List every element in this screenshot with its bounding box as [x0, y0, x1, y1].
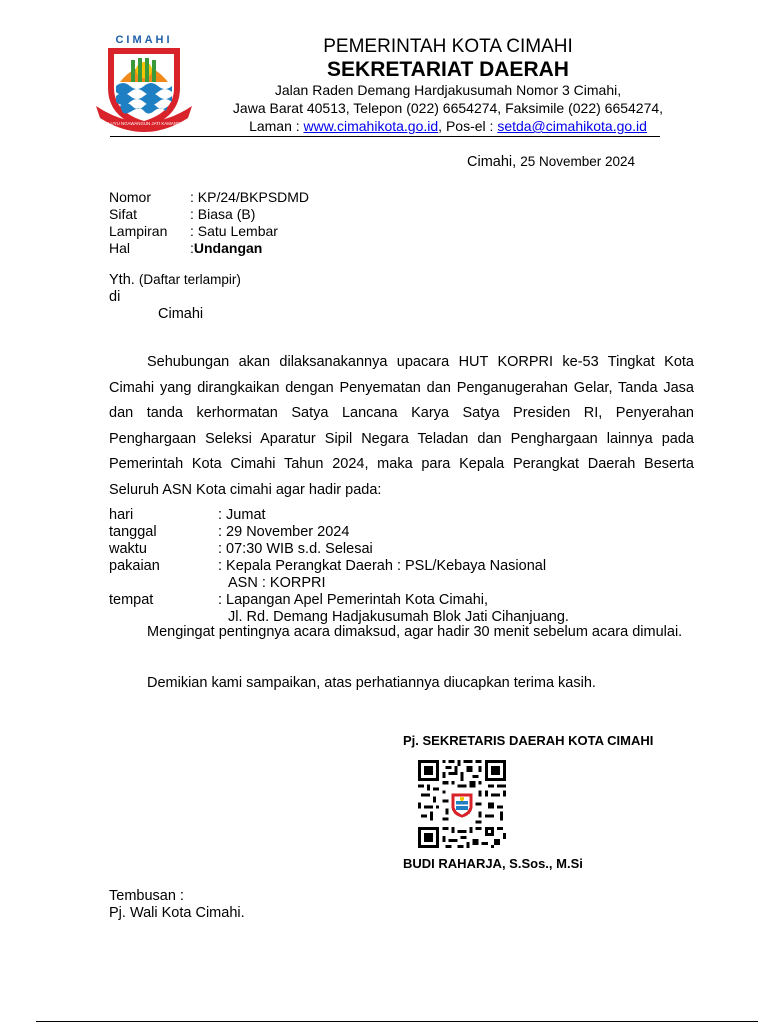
letter-meta [109, 189, 409, 257]
recipient-yth-label: Yth. [109, 272, 139, 288]
recipient-list-note: (Daftar terlampir) [138, 272, 241, 287]
meta-value: : Satu Lembar [190, 223, 278, 239]
email-link[interactable]: setda@cimahikota.go.id [497, 118, 647, 134]
detail-label: pakaian [109, 558, 160, 574]
event-details [109, 507, 609, 626]
letterhead-divider [110, 136, 660, 137]
logo-motto: SALUYU NGAWANGUN JATI KAMANDIRI [102, 121, 186, 126]
date-value: 25 November 2024 [520, 154, 636, 169]
detail-row-pakaian [109, 558, 609, 592]
contact-line [200, 117, 696, 135]
detail-value: : 07:30 WIB s.d. Selesai [218, 541, 373, 557]
closing-sentence: Demikian kami sampaikan, atas perhatiannya diucapkan terima kasih. [147, 675, 596, 691]
detail-row-waktu [109, 541, 609, 558]
detail-value-continued: ASN : KORPRI [228, 575, 326, 591]
meta-row-sifat [109, 206, 409, 223]
recipient-yth [109, 272, 241, 288]
detail-value-continued: Jl. Rd. Demang Hadjakusumah Blok Jati Cihanjuang. [228, 609, 569, 625]
city-logo [94, 30, 194, 135]
detail-row-hari [109, 507, 609, 524]
tembusan-item: Pj. Wali Kota Cimahi. [109, 905, 245, 921]
logo-text: CIMAHI [115, 34, 173, 46]
detail-value: : Kepala Perangkat Daerah : PSL/Kebaya Nasional [218, 558, 547, 574]
meta-value: : KP/24/BKPSDMD [190, 189, 310, 205]
detail-value: : Jumat [218, 507, 266, 523]
detail-label: tanggal [109, 524, 157, 540]
meta-row-nomor [109, 189, 409, 206]
date-place: Cimahi, [467, 154, 521, 170]
address-line-2: Jawa Barat 40513, Telepon (022) 6654274, Faksimile (022) 6654274, [232, 100, 664, 116]
meta-label: Sifat [109, 206, 138, 222]
address-line-1: Jalan Raden Demang Hardjakusumah Nomor 3 Cimahi, [274, 82, 622, 98]
detail-label: hari [109, 507, 134, 523]
office-name: SEKRETARIAT DAERAH [327, 58, 569, 81]
meta-label: Lampiran [109, 223, 168, 239]
meta-prefix: : [190, 240, 194, 256]
page-bottom-divider [36, 1021, 758, 1022]
government-name: PEMERINTAH KOTA CIMAHI [323, 36, 573, 57]
meta-value-subject: Undangan [193, 240, 263, 256]
detail-value: : 29 November 2024 [218, 524, 350, 540]
letter-date [467, 154, 635, 170]
recipient-di: di [109, 289, 121, 305]
email-label: , Pos-el : [438, 118, 498, 134]
meta-row-hal [109, 240, 409, 257]
signatory-name: BUDI RAHARJA, S.Sos., M.Si [403, 856, 583, 871]
detail-label: tempat [109, 592, 154, 608]
detail-row-tanggal [109, 524, 609, 541]
tembusan-label: Tembusan : [109, 888, 184, 904]
qr-code-signature [418, 760, 506, 848]
meta-label: Nomor [109, 189, 152, 205]
meta-row-lampiran [109, 223, 409, 240]
recipient-city: Cimahi [158, 306, 204, 322]
detail-label: waktu [109, 541, 147, 557]
body-paragraph: Sehubungan akan dilaksanakannya upacara HUT KORPRI ke-53 Tingkat Kota Cimahi yang dirangkaikan dengan Penyematan dan Penganugerahan Gelar, Tanda Jasa dan tanda kerhormatan Satya Lancana Karya Satya Presiden RI, Penyerahan Penghargaan Seleksi Aparatur Sipil Negara Teladan dan Penghargaan lainnya pada Pemerintah Kota Cimahi Tahun 2024, maka para Kepala Perangkat Daerah Beserta Seluruh ASN Kota cimahi agar hadir pada: [109, 354, 694, 498]
meta-value: : Biasa (B) [190, 206, 256, 222]
website-link[interactable]: www.cimahikota.go.id [303, 118, 439, 134]
meta-label: Hal [109, 240, 131, 256]
detail-value: : Lapangan Apel Pemerintah Kota Cimahi, [218, 592, 489, 608]
website-label: Laman : [249, 118, 304, 134]
signatory-title: Pj. SEKRETARIS DAERAH KOTA CIMAHI [403, 733, 654, 748]
reminder-paragraph: Mengingat pentingnya acara dimaksud, agar hadir 30 menit sebelum acara dimulai. [147, 624, 683, 640]
